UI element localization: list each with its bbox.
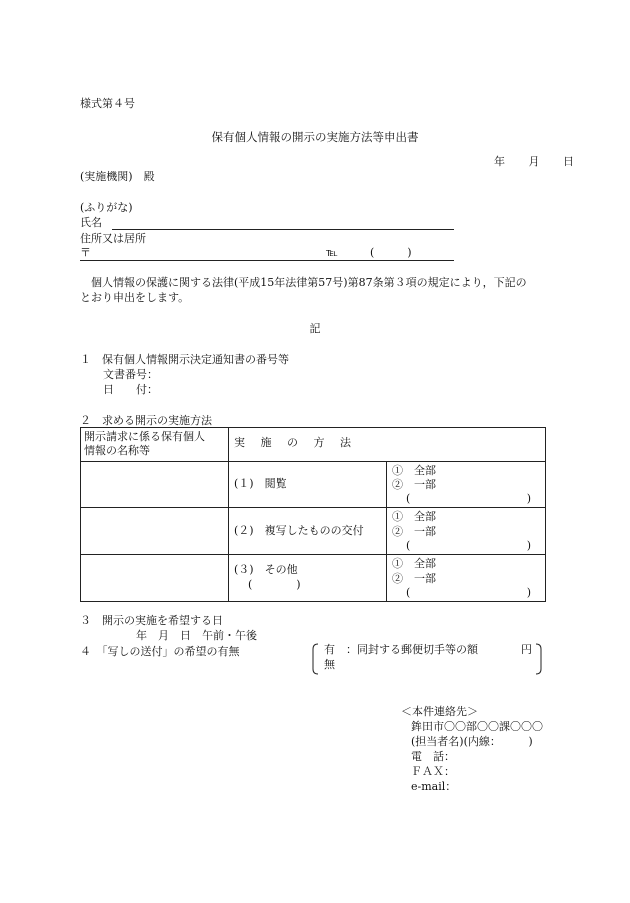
- paren-open: (: [406, 492, 411, 506]
- option-cell: [387, 555, 546, 602]
- paren-close: ): [526, 539, 531, 553]
- method-label-browse: (１) 閲覧: [234, 477, 287, 491]
- document-title: 保有個人情報の開示の実施方法等申出書: [211, 130, 419, 144]
- send-copy-options: [311, 643, 543, 675]
- tel-paren: ( ): [370, 246, 412, 259]
- furigana-label: (ふりがな): [80, 201, 133, 214]
- address-underline: [80, 260, 454, 261]
- contact-phone: 電 話：: [411, 750, 455, 763]
- contact-org: 鉾田市〇〇部〇〇課〇〇〇: [411, 720, 543, 733]
- option-paren: [392, 586, 541, 600]
- option-yes[interactable]: 有 ：同封する郵便切手等の額: [324, 643, 478, 656]
- section1-title: １ 保有個人情報開示決定通知書の番号等: [80, 353, 289, 366]
- table-row: [81, 508, 546, 555]
- date-line: 年 月 日: [494, 155, 577, 168]
- contact-heading: ＜本件連絡先＞: [401, 705, 478, 718]
- option-paren: [392, 539, 541, 553]
- doc-number-label: 文書番号：: [103, 368, 158, 381]
- address-label: 住所又は居所: [80, 232, 146, 245]
- yen-unit: 円: [521, 643, 532, 656]
- paren-open: (: [406, 585, 411, 599]
- section3-date-line: 年 月 日 午前・午後: [136, 629, 257, 642]
- method-label-cell: [229, 555, 387, 602]
- option-no[interactable]: 無: [324, 658, 335, 671]
- info-name-cell[interactable]: [81, 508, 229, 555]
- ki-heading: 記: [309, 322, 321, 335]
- tel-mark: ℡: [326, 246, 338, 259]
- right-bracket: [535, 643, 543, 675]
- name-underline: [112, 229, 454, 230]
- contact-person: (担当者名)(内線： ): [411, 735, 533, 748]
- option-part[interactable]: ② 一部: [392, 524, 436, 538]
- date-label: 日 付：: [103, 383, 158, 396]
- header-name-cell: [81, 428, 229, 462]
- body-paragraph-line1: 個人情報の保護に関する法律(平成15年法律第57号)第87条第３項の規定により，下記の: [80, 276, 527, 289]
- method-label-other: (３) その他: [234, 563, 298, 577]
- header-method-cell: 実 施 の 方 法: [229, 428, 546, 462]
- method-label-cell: [229, 461, 387, 508]
- section4-title: ４ 「写しの送付」の希望の有無: [80, 645, 240, 658]
- option-cell: [387, 461, 546, 508]
- table-row: [81, 555, 546, 602]
- method-label-other-paren: ( ): [248, 578, 301, 592]
- info-name-cell[interactable]: [81, 461, 229, 508]
- paren-close: ): [526, 492, 531, 506]
- section2-title: ２ 求める開示の実施方法: [80, 414, 212, 427]
- method-label-cell: [229, 508, 387, 555]
- left-bracket: [311, 643, 319, 675]
- name-label: 氏名: [80, 216, 102, 229]
- methods-table: [80, 427, 546, 602]
- addressee: (実施機関) 殿: [80, 170, 155, 183]
- contact-fax: ＦＡＸ：: [411, 765, 455, 778]
- form-number: 様式第４号: [80, 97, 135, 110]
- section3-title: ３ 開示の実施を希望する日: [80, 614, 223, 627]
- table-row: [81, 461, 546, 508]
- option-paren: [392, 492, 541, 506]
- option-all[interactable]: ① 全部: [392, 557, 436, 571]
- header-name-line2: 情報の名称等: [84, 444, 150, 458]
- postal-mark: 〒: [80, 246, 91, 259]
- paren-close: ): [526, 585, 531, 599]
- info-name-cell[interactable]: [81, 555, 229, 602]
- option-all[interactable]: ① 全部: [392, 463, 436, 477]
- option-cell: [387, 508, 546, 555]
- method-label-copy: (２) 複写したものの交付: [234, 524, 364, 537]
- body-paragraph-line2: とおり申出をします。: [80, 291, 190, 304]
- option-all[interactable]: ① 全部: [392, 510, 436, 524]
- option-part[interactable]: ② 一部: [392, 477, 436, 491]
- paren-open: (: [406, 539, 411, 553]
- contact-email: e-mail：: [411, 780, 457, 793]
- option-part[interactable]: ② 一部: [392, 571, 436, 585]
- header-name-line1: 開示請求に係る保有個人: [84, 430, 205, 443]
